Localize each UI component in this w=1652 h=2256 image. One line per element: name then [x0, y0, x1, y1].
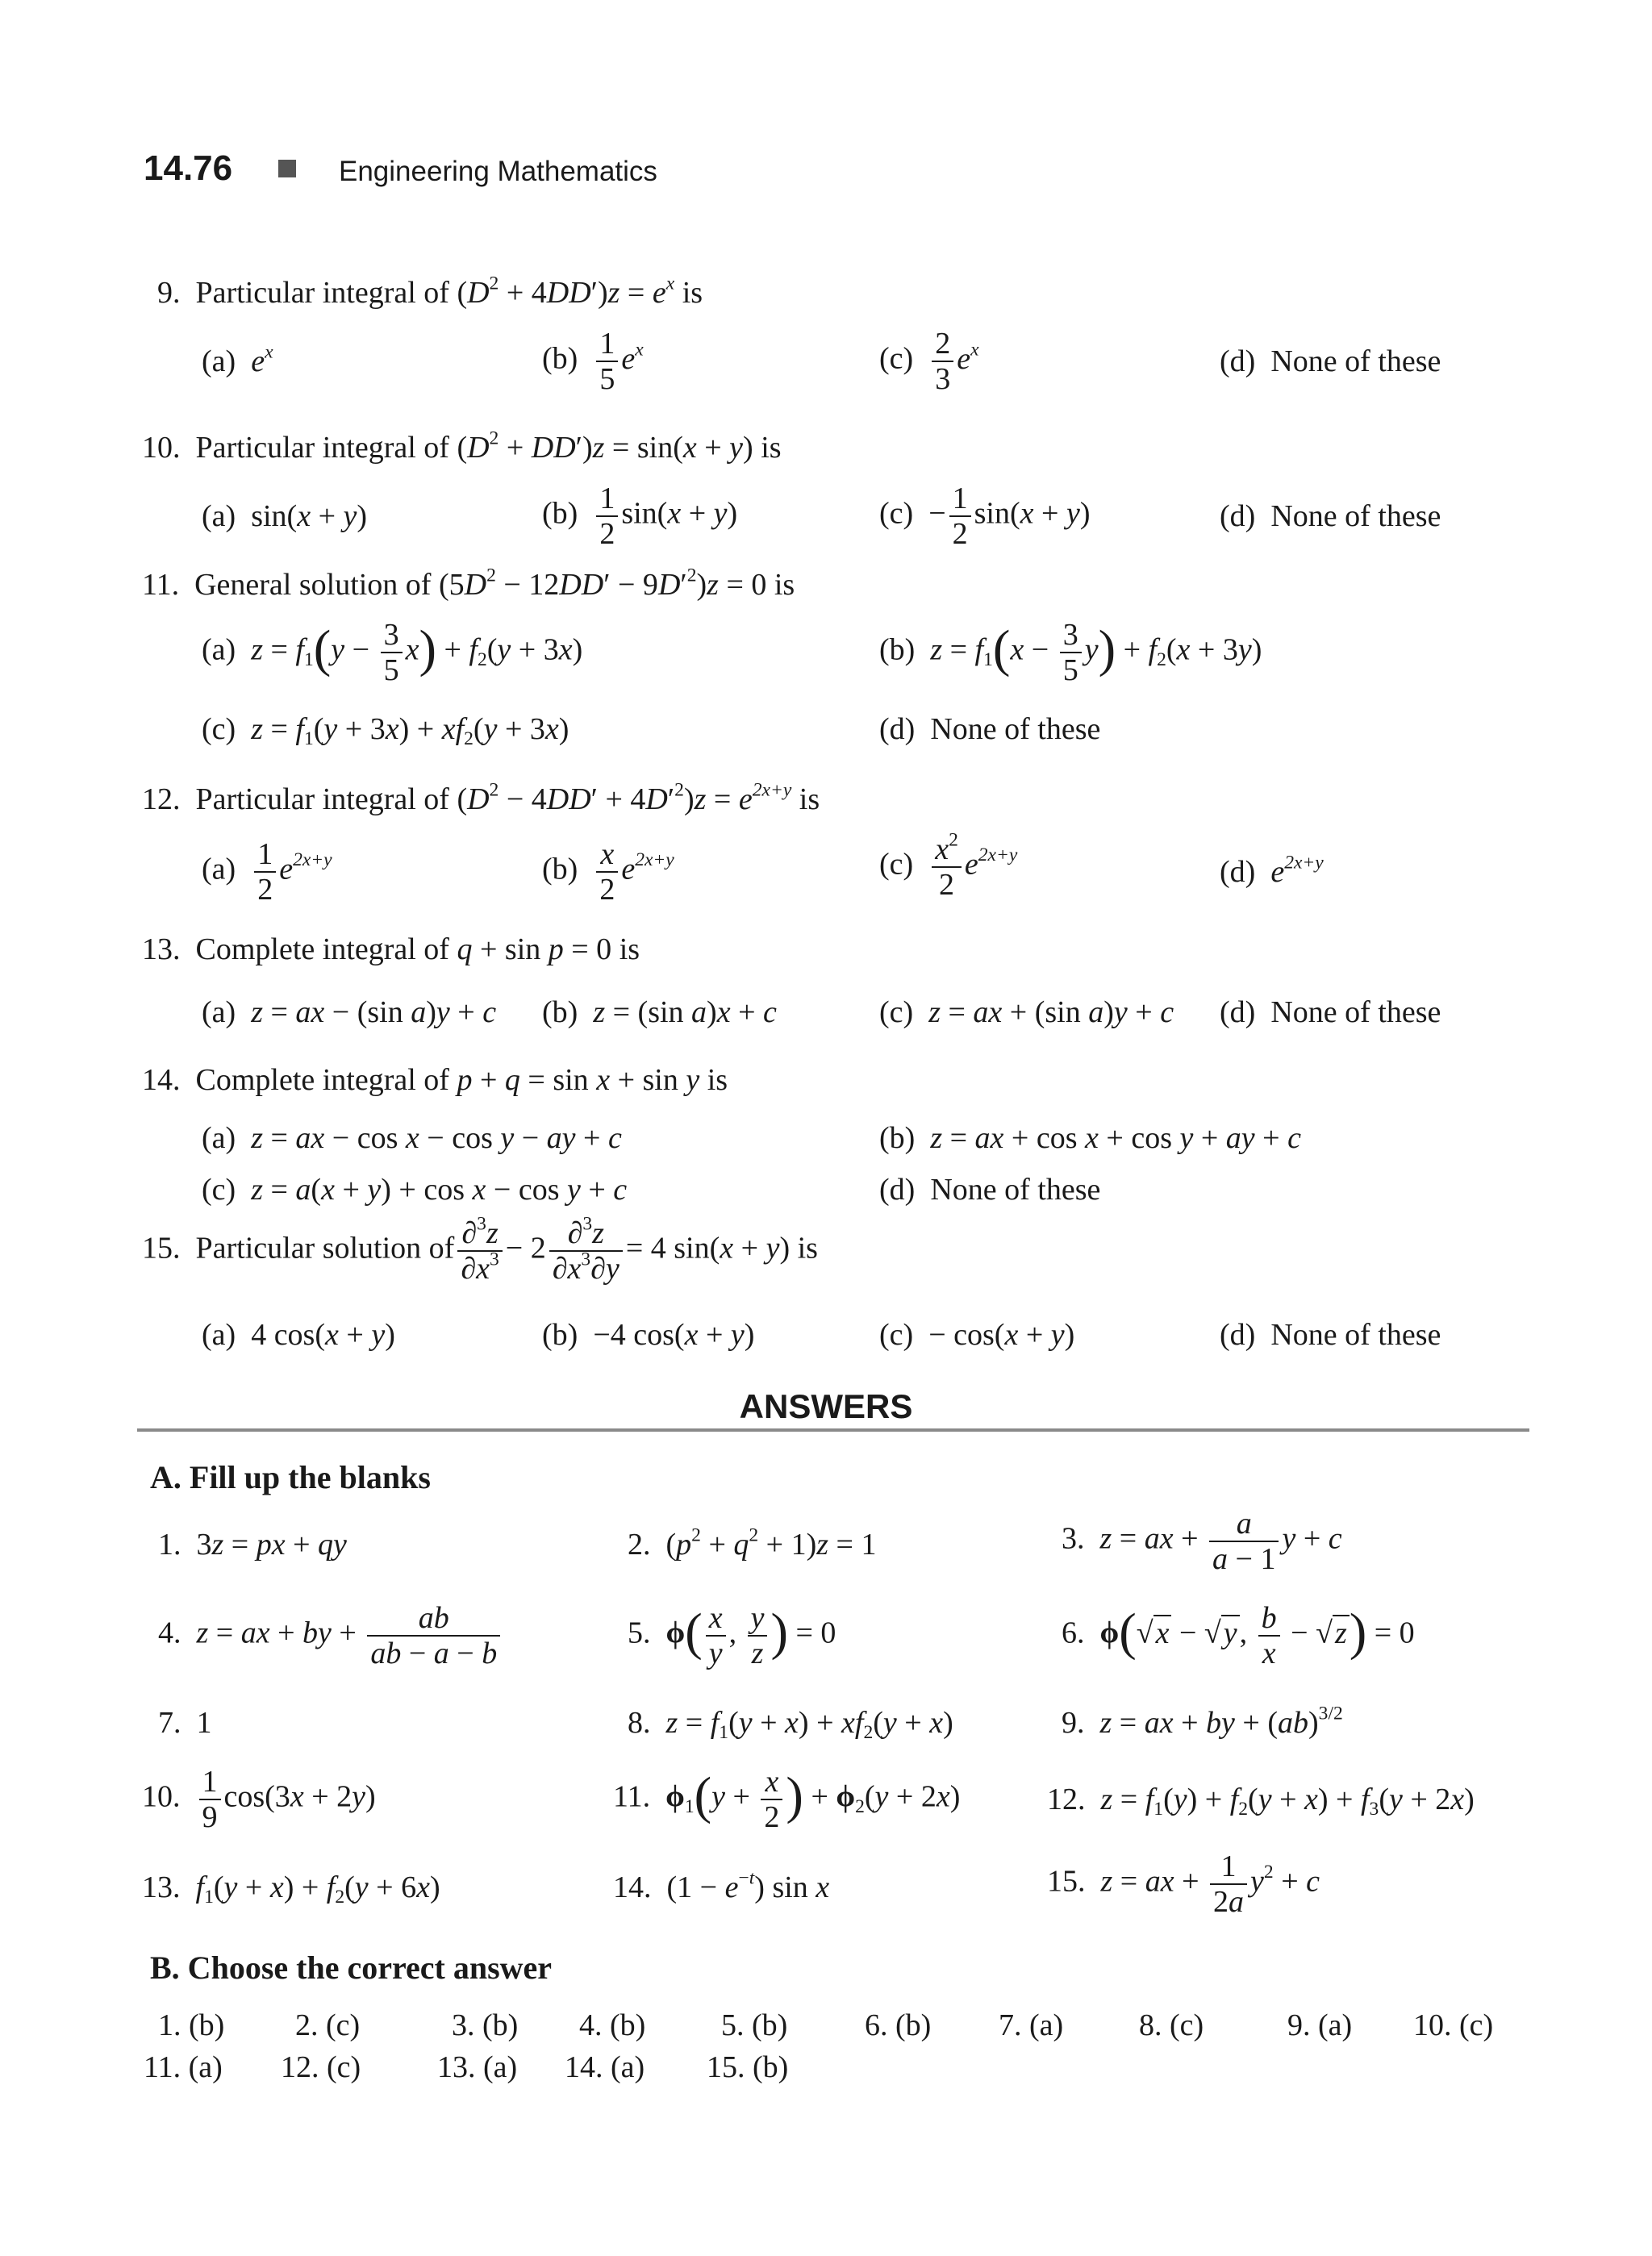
q12-option-b: (b) $\frac{x}{2}$ $e^{2x+y}$ — [542, 837, 674, 907]
section-a-heading: A. Fill up the blanks — [150, 1459, 431, 1495]
q12-option-c: (c) $\frac{x^2}{2}$ $e^{2x+y}$ — [879, 829, 1018, 902]
q15-option-c: (c) − cos(x + y) — [879, 1318, 1075, 1352]
q9-option-b: (b) $\frac{1}{5}$ $e^x$ — [542, 327, 644, 396]
fill-answer-1: 1. 3z = px + qy — [158, 1528, 347, 1562]
fill-answer-10: 10. $\frac{1}{9}$ cos(3x + 2y) — [142, 1765, 376, 1834]
choice-answer-1: 1. (b) — [158, 2008, 225, 2042]
choice-answer-11: 11. (a) — [144, 2050, 223, 2084]
fill-answer-6: 6. ϕ(√x − √y, $\frac{b}{x}$ − √z) = 0 — [1062, 1601, 1415, 1670]
q15-option-d: (d) None of these — [1220, 1318, 1441, 1352]
question-15: 15. Particular solution of $\frac{\partial^3z}{\partial x^3}$ − 2 $\frac{\partial^3z}{\partial x^3\partial y}$ = 4 sin(x + y) is — [142, 1213, 818, 1286]
q9-option-d: (d) None of these — [1220, 344, 1441, 378]
q12-option-d: (d) $e^{2x+y}$ — [1220, 852, 1324, 889]
answers-divider — [137, 1428, 1529, 1432]
q13-option-b: (b) z = (sin a)x + c — [542, 995, 777, 1029]
q14-option-c: (c) z = a(x + y) + cos x − cos y + c — [202, 1173, 628, 1207]
q14-option-b: (b) z = ax + cos x + cos y + ay + c — [879, 1121, 1301, 1155]
answers-heading: ANSWERS — [739, 1387, 913, 1425]
question-9: 9. Particular integral of $(D^2 + 4DD')z = e^x$ is — [157, 273, 703, 310]
choice-answer-3: 3. (b) — [452, 2008, 519, 2042]
choice-answer-9: 9. (a) — [1287, 2008, 1353, 2042]
choice-answer-8: 8. (c) — [1139, 2008, 1204, 2042]
q13-option-a: (a) z = ax − (sin a)y + c — [202, 995, 497, 1029]
q11-option-b: (b) $z = f_1(x$ − $\frac{3}{5}$ $y) + f_2(x + 3y)$ — [879, 618, 1262, 687]
q11-option-a: (a) $z = f_1(y$ − $\frac{3}{5}$ $x) + f_2(y + 3x)$ — [202, 618, 583, 687]
q9-option-a: (a) $e^x$ — [202, 341, 273, 378]
choice-answer-7: 7. (a) — [999, 2008, 1064, 2042]
choice-answer-5: 5. (b) — [721, 2008, 788, 2042]
q14-option-a: (a) z = ax − cos x − cos y − ay + c — [202, 1121, 622, 1155]
fill-answer-14: 14. $(1 - e^{-t})$ sin x — [613, 1867, 830, 1904]
fill-answer-8: 8. $z = f_1(y + x) + xf_2(y + x)$ — [628, 1706, 953, 1744]
choice-answer-10: 10. (c) — [1413, 2008, 1494, 2042]
fill-answer-4: 4. z = ax + by + $\frac{ab}{ab - a - b}$ — [158, 1603, 503, 1669]
page-number: 14.76 — [144, 148, 233, 188]
q10-option-c: (c) − $\frac{1}{2}$ sin(x + y) — [879, 482, 1091, 551]
fill-answer-13: 13. $f_1(y + x) + f_2(y + 6x)$ — [142, 1870, 440, 1908]
choice-answer-12: 12. (c) — [281, 2050, 361, 2084]
choice-answer-15: 15. (b) — [707, 2050, 789, 2084]
choice-answer-13: 13. (a) — [437, 2050, 518, 2084]
choice-answer-14: 14. (a) — [565, 2050, 645, 2084]
q10-option-d: (d) None of these — [1220, 499, 1441, 533]
q14-option-d: (d) None of these — [879, 1173, 1101, 1207]
fill-answer-15: 15. z = ax + $\frac{1}{2a}$ $y^2 + c$ — [1047, 1849, 1320, 1919]
section-b-heading: B. Choose the correct answer — [150, 1950, 553, 1986]
question-13: 13. Complete integral of q + sin p = 0 is — [142, 932, 640, 966]
q11-option-c: (c) $z = f_1(y + 3x) + xf_2(y + 3x)$ — [202, 712, 569, 750]
fill-answer-7: 7. 1 — [158, 1706, 212, 1740]
q13-option-d: (d) None of these — [1220, 995, 1441, 1029]
choice-answer-6: 6. (b) — [865, 2008, 932, 2042]
fill-answer-12: 12. $z = f_1(y) + f_2(y + x) + f_3(y + 2x)$ — [1047, 1783, 1475, 1820]
running-title: Engineering Mathematics — [339, 156, 657, 187]
q15-option-a: (a) 4 cos(x + y) — [202, 1318, 395, 1352]
question-14: 14. Complete integral of p + q = sin x + sin y is — [142, 1063, 728, 1097]
question-11: 11. General solution of $(5D^2 - 12DD' - 9D'^2)z = 0$ is — [142, 565, 795, 602]
fill-answer-2: 2. $(p^2 + q^2 + 1)z = 1$ — [628, 1524, 877, 1562]
q10-option-b: (b) $\frac{1}{2}$ sin(x + y) — [542, 482, 738, 551]
question-10: 10. Particular integral of $(D^2 + DD')z = \sin(x + y)$ is — [142, 427, 782, 465]
q9-option-c: (c) $\frac{2}{3}$ $e^x$ — [879, 327, 979, 396]
q15-option-b: (b) −4 cos(x + y) — [542, 1318, 755, 1352]
q10-option-a: (a) sin(x + y) — [202, 499, 368, 533]
q13-option-c: (c) z = ax + (sin a)y + c — [879, 995, 1174, 1029]
q11-option-d: (d) None of these — [879, 712, 1101, 746]
fill-answer-3: 3. z = ax + $\frac{a}{a - 1}$ y + c — [1062, 1507, 1342, 1576]
header-square-icon — [278, 160, 296, 177]
choice-answer-2: 2. (c) — [295, 2008, 361, 2042]
q12-option-a: (a) $\frac{1}{2}$ $e^{2x+y}$ — [202, 837, 332, 907]
fill-answer-9: 9. z = ax + by + (ab)$^{3/2}$ — [1062, 1703, 1343, 1740]
choice-answer-4: 4. (b) — [579, 2008, 646, 2042]
fill-answer-5: 5. ϕ( $\frac{x}{y}$ , $\frac{y}{z}$ ) = 0 — [628, 1601, 836, 1670]
question-12: 12. Particular integral of $(D^2 - 4DD' + 4D'^2)z = e^{2x+y}$ is — [142, 779, 820, 816]
fill-answer-11: 11. $\phi_1(y$ + $\frac{x}{2}$ ) + $\phi_2(y + 2x)$ — [613, 1765, 961, 1834]
